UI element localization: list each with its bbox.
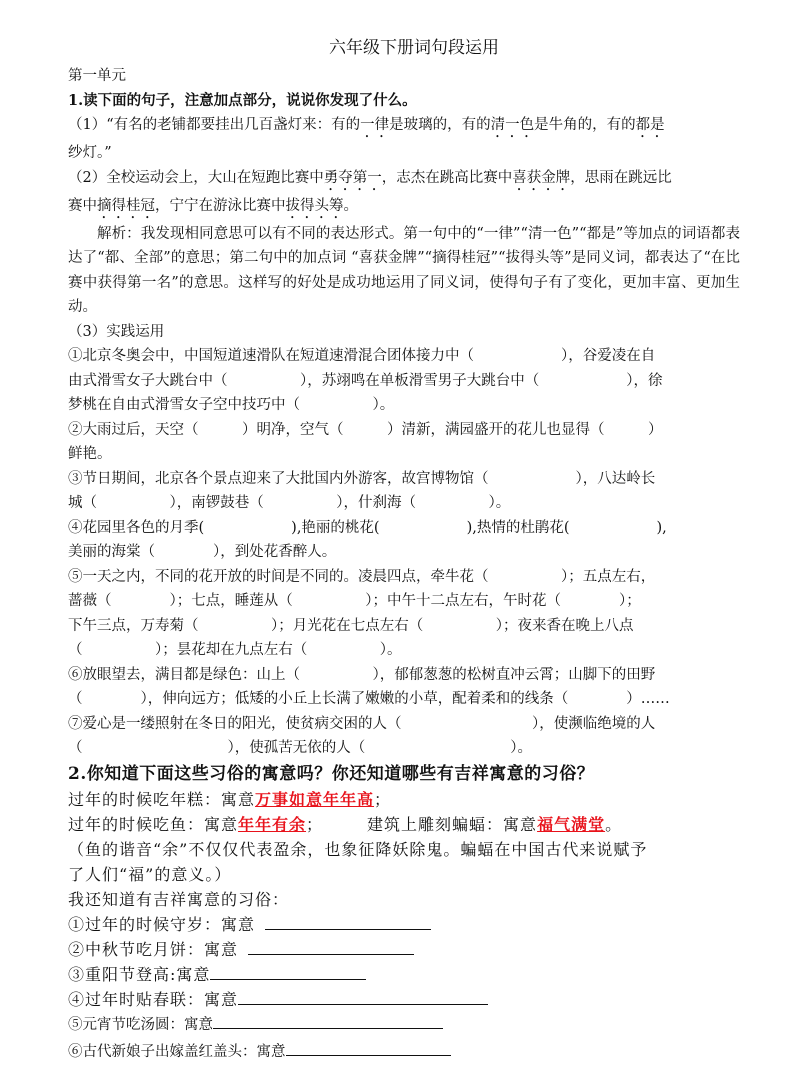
text-segment: 过年的时候吃年糕：寓意 xyxy=(68,789,256,809)
answer-blank[interactable] xyxy=(265,913,431,930)
practice-heading: （3）实践运用 xyxy=(68,323,165,340)
answer-blank[interactable] xyxy=(248,938,414,955)
answer-blank[interactable] xyxy=(213,1012,443,1029)
answer-text: 福气满堂 xyxy=(537,814,606,834)
custom-label: ②中秋节吃月饼：寓意 xyxy=(68,939,245,959)
text-segment: ，思雨在跳远比 xyxy=(570,169,672,186)
practice-line: ③节日期间，北京各个景点迎来了大批国内外游客，故宫博物馆（ ），八达岭长 xyxy=(68,470,656,487)
practice-item-2 xyxy=(68,418,740,467)
practice-line: ④花园里各色的月季( ),艳丽的桃花( ),热情的杜鹃花( ), xyxy=(68,519,667,536)
practice-line: （ ），使孤苦无依的人（ ）。 xyxy=(68,740,532,756)
dotted-word: 都是 xyxy=(635,117,665,133)
practice-item-5 xyxy=(68,565,740,663)
dotted-word: 喜获金牌 xyxy=(512,169,571,186)
custom-label: ⑥古代新娘子出嫁盖红盖头：寓意 xyxy=(68,1043,286,1060)
practice-line: 梦桃在自由式滑雪女子空中技巧中（ ）。 xyxy=(68,397,395,413)
sentence-1-line-2: 纱灯。” xyxy=(68,145,112,161)
custom-fill-4 xyxy=(68,987,740,1012)
dotted-word: 清一色 xyxy=(490,117,535,133)
custom-fill-3 xyxy=(68,962,740,987)
text-segment: 赛中 xyxy=(68,197,97,214)
practice-line: ①北京冬奥会中，中国短道速滑队在短道速滑混合团体接力中（ ），谷爱凌在自 xyxy=(68,348,656,364)
custom-nian-gao xyxy=(68,787,740,812)
dotted-word: 摘得桂冠 xyxy=(97,197,155,214)
dotted-word: 一律 xyxy=(360,117,390,133)
text-segment: ，宁宁在游泳比赛中 xyxy=(155,197,286,214)
custom-label: ⑤元宵节吃汤圆：寓意 xyxy=(68,1016,213,1033)
practice-line: 城（ ），南锣鼓巷（ ），什刹海（ ）。 xyxy=(68,495,511,511)
custom-label: ①过年的时候守岁：寓意 xyxy=(68,914,262,934)
more-customs-heading: 我还知道有吉祥寓意的习俗： xyxy=(68,889,290,909)
sentence-2-line-2 xyxy=(68,194,740,222)
analysis-paragraph: 解析：我发现相同意思可以有不同的表达形式。第一句中的“一律”“清一色”“都是”等加点的词语都表达了“都、全部”的意思；第二句中的加点词 “喜获金牌”“摘得桂冠”“拔得头等”是同义词，都表达了“在比赛中获得第一名”的意思。这样写的好处是成功地运用了同义词，使得句子有了变化，更加丰富、更加生动。 xyxy=(68,225,740,315)
answer-text: 年年有余 xyxy=(238,814,307,834)
answer-blank[interactable] xyxy=(210,963,366,980)
note-line-2: 了人们“福”的意义。） xyxy=(68,864,232,884)
practice-line: 鲜艳。 xyxy=(68,446,112,462)
sentence-1-line-1 xyxy=(68,113,740,141)
text-segment: 是牛角的，有的 xyxy=(534,117,636,133)
text-segment: 。 xyxy=(343,197,358,214)
practice-line: 蔷薇（ ）；七点，睡莲从（ ）；中午十二点左右，午时花（ ）； xyxy=(68,593,641,609)
question-2-heading: 2.你知道下面这些习俗的寓意吗？你还知道哪些有吉祥寓意的习俗？ xyxy=(68,763,595,784)
text-segment: （1）“有名的老铺都要挂出几百盏灯来：有的 xyxy=(68,117,361,133)
text-segment: ； xyxy=(374,789,392,809)
custom-label: ③重阳节登高:寓意 xyxy=(68,964,211,984)
practice-line: ⑥放眼望去，满目都是绿色：山上（ ），郁郁葱葱的松树直冲云霄；山脚下的田野 xyxy=(68,666,656,683)
practice-item-1 xyxy=(68,344,740,418)
unit-label: 第一单元 xyxy=(68,68,126,84)
dotted-word: 勇夺第一 xyxy=(323,169,382,186)
practice-item-4 xyxy=(68,516,740,565)
text-segment: 建筑上雕刻蝙蝠：寓意 xyxy=(367,814,538,834)
custom-fill-2 xyxy=(68,937,740,962)
answer-text: 万事如意年年高 xyxy=(255,789,375,809)
dotted-word: 拔得头筹 xyxy=(285,197,344,214)
practice-item-3 xyxy=(68,467,740,516)
question-1-heading: 1.读下面的句子，注意加点部分，说说你发现了什么。 xyxy=(68,91,417,109)
text-segment: ，志杰在跳高比赛中 xyxy=(381,169,513,186)
practice-line: 美丽的海棠（ ），到处花香醉人。 xyxy=(68,544,337,560)
document-title: 六年级下册词句段运用 xyxy=(329,38,499,58)
note-line-1: （鱼的谐音“余”不仅仅代表盈余，也象征降妖除鬼。蝙蝠在中国古代来说赋予 xyxy=(68,839,648,859)
custom-fill-1 xyxy=(68,912,740,937)
practice-line: ⑤一天之内，不同的花开放的时间是不同的。凌晨四点，牵牛花（ ）；五点左右， xyxy=(68,568,656,585)
practice-line: 由式滑雪女子大跳台中（ ），苏翊鸣在单板滑雪男子大跳台中（ ），徐 xyxy=(68,372,663,389)
text-segment: 是玻璃的，有的 xyxy=(389,117,491,133)
text-segment: ； xyxy=(306,814,324,834)
text-segment: （2）全校运动会上，大山在短跑比赛中 xyxy=(68,169,324,186)
answer-blank[interactable] xyxy=(238,988,488,1005)
text-segment: 过年的时候吃鱼：寓意 xyxy=(68,814,239,834)
practice-line: （ ），伸向远方；低矮的小丘上长满了嫩嫩的小草，配着柔和的线条（ ）…… xyxy=(68,691,670,707)
custom-label: ④过年时贴春联：寓意 xyxy=(68,989,239,1009)
practice-line: 下午三点，万寿菊（ ）；月光花在七点左右（ ）；夜来香在晚上八点 xyxy=(68,617,634,634)
custom-fill-5 xyxy=(68,1012,740,1039)
sentence-2-line-1 xyxy=(68,166,740,194)
practice-item-6-7 xyxy=(68,663,740,761)
practice-line: ②大雨过后，天空（ ）明净，空气（ ）清新，满园盛开的花儿也显得（ ） xyxy=(68,421,663,438)
answer-blank[interactable] xyxy=(286,1039,451,1056)
practice-line: ⑦爱心是一缕照射在冬日的阳光，使贫病交困的人（ ），使濒临绝境的人 xyxy=(68,715,656,732)
custom-fill-6 xyxy=(68,1039,740,1066)
document-page xyxy=(68,36,740,1066)
text-segment: 。 xyxy=(605,814,623,834)
custom-fish-and-bat xyxy=(68,812,740,837)
practice-line: （ ）；昙花却在九点左右（ ）。 xyxy=(68,642,402,658)
